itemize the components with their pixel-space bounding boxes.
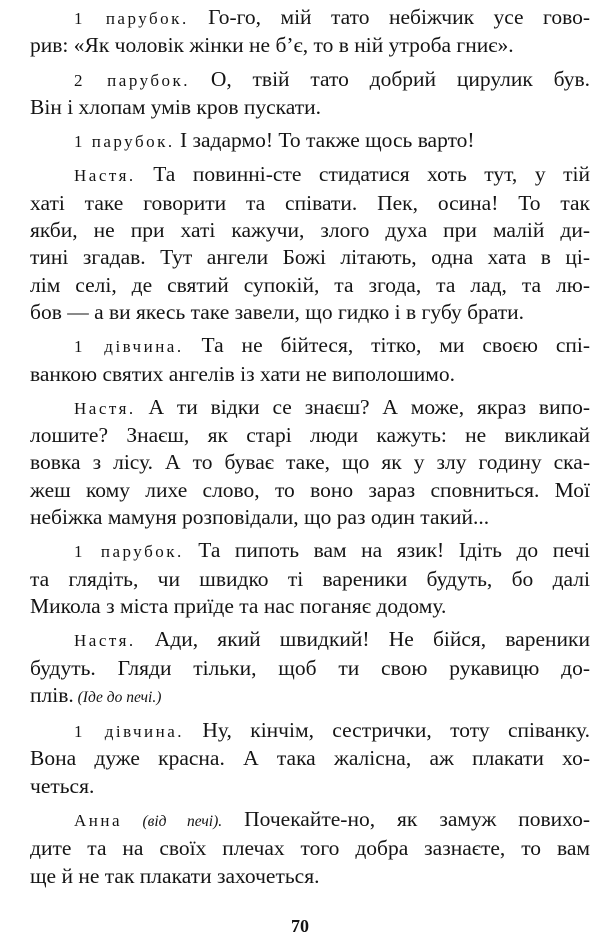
line-text: четься. <box>30 773 95 798</box>
line-text: Вона дуже красна. А така жалісна, аж плакати хо- <box>30 746 590 771</box>
line-text: Ади, який швидкий! Не бійся, вареники <box>135 627 590 652</box>
text-line <box>30 835 590 862</box>
text-line <box>30 745 590 772</box>
dialogue-paragraph <box>30 4 591 60</box>
line-text: ванкою святих ангелів із хати не виполошимо. <box>30 361 456 386</box>
dialogue-paragraph <box>30 394 590 531</box>
dialogue-paragraph <box>30 332 591 388</box>
stage-direction: (Іде до печі.) <box>73 688 162 706</box>
dialogue-paragraph <box>30 161 590 326</box>
dialogue-paragraph <box>30 66 590 122</box>
stage-direction: (від печі). <box>122 813 223 831</box>
text-line <box>30 272 590 299</box>
line-text: рив: «Як чоловік жінки не б’є, то в ній утроба гниє». <box>30 33 514 58</box>
text-line <box>74 127 590 155</box>
line-text: Та пипоть вам на язик! Ідіть до печі <box>183 538 590 563</box>
text-line <box>30 593 590 620</box>
dialogue-paragraph <box>30 717 590 800</box>
line-text: небіжка мамуня розповідали, що раз один такий... <box>30 505 490 530</box>
line-text: бов — а ви якесь таке завели, що гидко і в губу брати. <box>30 299 525 324</box>
text-block <box>30 4 591 896</box>
line-text: А ти відки се знаєш? А може, якраз випо- <box>135 394 590 419</box>
text-line <box>30 94 590 121</box>
text-line <box>74 4 590 32</box>
speaker-name: 1 дівчина. <box>74 722 185 742</box>
text-line <box>74 626 590 654</box>
line-text: плів. <box>30 682 74 707</box>
dialogue-paragraph <box>30 806 591 890</box>
line-text: лошите? Знаєш, як старі люди кажуть: не викликай <box>30 423 590 448</box>
line-text: Ну, кінчім, сестрички, тоту співанку. <box>184 718 590 743</box>
dialogue-paragraph <box>30 626 590 711</box>
line-text: вовка з лісу. А то буває таке, що як у злу годину ска- <box>30 450 590 475</box>
text-line <box>30 32 590 59</box>
text-line <box>74 394 590 422</box>
text-line <box>74 332 590 360</box>
text-line <box>30 244 590 271</box>
speaker-name: Настя. <box>74 166 136 186</box>
dialogue-paragraph <box>30 537 590 620</box>
line-text: Та повинні-сте стидатися хоть тут, у тій <box>135 162 590 187</box>
line-text: та глядіть, чи швидко ті вареники будуть, бо далі <box>30 566 590 591</box>
page-number: 70 <box>291 916 309 936</box>
text-line <box>30 655 590 682</box>
text-line <box>30 449 590 476</box>
line-text: хаті таке говорити та співати. Пек, осина! То так <box>30 190 590 215</box>
line-text: лім селі, де святий супокій, та згода, та лад, та лю- <box>30 272 590 297</box>
text-line <box>30 682 590 711</box>
text-line <box>74 717 590 745</box>
text-line <box>30 863 590 890</box>
text-line <box>30 422 590 449</box>
line-text: якби, не при хаті кажучи, злого духа при малій ди- <box>30 218 590 243</box>
line-text: жеш кому лихе слово, то воно зараз сповниться. Мої <box>30 477 590 502</box>
text-line <box>74 806 590 835</box>
line-text: дите та на своїх плечах того добра зазнаєте, то вам <box>30 836 590 861</box>
line-text: ще й не так плакати захочеться. <box>30 863 320 888</box>
line-text: Микола з міста приїде та нас поганяє додому. <box>30 593 447 618</box>
text-line <box>30 504 590 531</box>
speaker-name: Анна <box>74 811 123 831</box>
text-line <box>30 299 590 326</box>
dialogue-paragraph <box>74 127 590 155</box>
text-line <box>30 477 590 504</box>
speaker-name: 1 парубок. <box>74 542 184 562</box>
text-line <box>30 217 590 244</box>
text-line <box>74 161 590 189</box>
line-text: Почекайте-но, як замуж повихо- <box>222 807 591 832</box>
text-line <box>74 537 590 565</box>
speaker-name: 1 дівчина. <box>74 337 184 357</box>
text-line <box>74 66 590 94</box>
speaker-name: 1 парубок. <box>74 9 189 28</box>
line-text: Він і хлопам умів кров пускати. <box>30 94 322 119</box>
line-text: тині згадав. Тут ангели Божі літають, одна хата в ці- <box>30 245 590 270</box>
text-line <box>30 566 590 593</box>
line-text: І задармо! То также щось варто! <box>174 128 475 153</box>
speaker-name: 1 парубок. <box>74 132 175 152</box>
line-text: Та не бійтеся, тітко, ми своєю спі- <box>183 333 591 358</box>
speaker-name: Настя. <box>74 631 136 651</box>
text-line <box>30 773 590 800</box>
line-text: Го-го, мій тато небіжчик усе гово- <box>188 5 591 29</box>
line-text: будуть. Гляди тільки, щоб ти свою рукавицю до- <box>30 655 590 680</box>
speaker-name: Настя. <box>74 398 136 418</box>
line-text: О, твій тато добрий цирулик був. <box>190 66 590 91</box>
text-line <box>30 190 590 217</box>
speaker-name: 2 парубок. <box>74 70 191 90</box>
text-line <box>30 361 590 388</box>
